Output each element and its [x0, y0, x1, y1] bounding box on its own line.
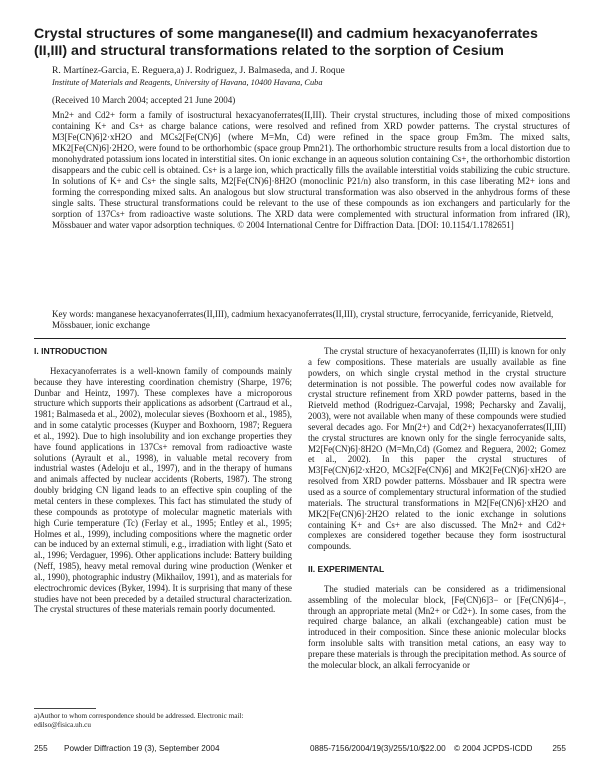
copyright-notice: © 2004 JCPDS-ICDD — [454, 744, 533, 753]
affiliation: Institute of Materials and Reagents, University of Havana, 10400 Havana, Cuba — [52, 78, 323, 87]
header-divider — [34, 338, 566, 339]
author-list: R. Martínez-Garcia, E. Reguera,a) J. Rodriguez, J. Balmaseda, and J. Roque — [52, 65, 345, 76]
correspondence-footnote: a)Author to whom correspondence should be addressed. Electronic mail: edilso@fisica.uh.cu — [34, 712, 244, 729]
right-column — [308, 346, 566, 671]
article-title: Crystal structures of some manganese(II) and cadmium hexacyanoferrates (II,III) and structural transformations related to the sorption of Cesium — [34, 26, 538, 59]
received-dates: (Received 10 March 2004; accepted 21 June 2004) — [52, 95, 236, 105]
abstract: Mn2+ and Cd2+ form a family of isostructural hexacyanoferrates(II,III). Their crystal structures, including those of mixed compositions containing K+ and Cs+ as charge balance cations, were resolved and refined from XRD powder patterns. The crystal structures of M3[Fe(CN)6]2·xH2O and MCs2[Fe(CN)6] (where M=Mn, Cd) were refined in the space group Fm3m. The mixed salts, MK2[Fe(CN)6]·2H2O, were found to be orthorhombic (space group Pmn21). The orthorhombic structure results from a local distortion due to monohydrated potassium ions located in interstitial sites. On ionic exchange in an aqueous solution containing Cs+, the orthorhombic distortion disappears and the cubic cell is obtained. Cs+ is a large ion, which practically fills the available interstitial voids stabilizing the cubic structure. In solutions of K+ and Cs+ the single salts, M2[Fe(CN)6]·8H2O (monoclinic P21/n) also transform, in this case liberating M2+ ions and forming the corresponding mixed salts. An analogous but slow structural transformation was also observed in the anhydrous forms of these single salts. These structural transformations could be relevant to the use of these compounds as ion exchangers and particularly for the sorption of 137Cs+ from radioactive waste solutions. The XRD data were complemented with structural information from infrared (IR), Mössbauer and water vapor adsorption techniques. © 2004 International Centre for Diffraction Data. [DOI: 10.1154/1.1782651] — [52, 110, 570, 231]
intro-paragraph: Hexacyanoferrates is a well-known family of compounds mainly because they have interesting coordination chemistry (Sharpe, 1976; Dunbar and Heintz, 1997). These complexes have a microporous structure which supports their applications as adsorbent (Cartraud et al., 1981; Balmaseda et al., 2002), molecular sieves (Boxhoorn et al., 1985), and in some catalytic processes (Kuyper and Boxhoorn, 1987; Reguera et al., 1992). Due to high insolubility and ion exchange properties they have found applications in 137Cs+ removal from radioactive waste solutions (Ayrault et al., 1998), in valuable metal recovery from industrial wastes (Adeloju et al., 1997), and in the therapy of humans and animals affected by nuclear accidents (Roberts, 1987). The strong doubly bridging CN ligand leads to an effective spin coupling of the metal centers in these complexes. This fact has stimulated the study of these compounds as prototype of molecular magnetic materials with high Curie temperature (Tc) (Ferlay et al., 1995; Entley et al., 1995; Holmes et al., 1999), including compositions where the magnetic order can be induced by an external stimuli, e.g., irradiation with light (Sato et al., 1996; Verdaguer, 1996). Other applications include: Battery building (Neff, 1985), heavy metal removal during wine production (Wenker et al., 1990), photographic industry (Mikhailov, 1991), and as materials for electrochromic devices (Byker, 1994). It is surprising that many of these studies have not been preceded by a detailed structural characterization. The crystal structures of these materials remain poorly documented. — [34, 365, 292, 615]
keywords: Key words: manganese hexacyanoferrates(II,III), cadmium hexacyanoferrates(II,III), crystal structure, ferrocyanide, ferricyanide, Rietveld, Mössbauer, ionic exchange — [52, 309, 554, 330]
left-column — [34, 346, 292, 615]
article-code: 0885-7156/2004/19(3)/255/10/$22.00 — [310, 744, 446, 753]
intro-paragraph-continued: The crystal structure of hexacyanoferrates (II,III) is known for only a few compositions. These materials are usually available as fine powders, on which single crystal method in the crystal structure determination is not possible. The powerful codes now available for crystal structure refinement from XRD powder patterns, based in the Rietveld method (Rodriguez-Carvajal, 1998; Pecharsky and Zavalij, 2003), were not available when many of these compounds were studied several decades ago. For Mn(2+) and Cd(2+) hexacyanoferrates(II,III) the crystal structures are known only for the single ferrocyanide salts, M2[Fe(CN)6]·8H2O (M=Mn,Cd) (Gomez and Reguera, 2002; Gomez et al., 2002). In this paper the crystal structures of M3[Fe(CN)6]2·xH2O, MCs2[Fe(CN)6] and MK2[Fe(CN)6]·xH2O are resolved from XRD powder patterns. Mössbauer and IR spectra were used as a source of complementary structural information of the studied materials. The structural transformations in M2[Fe(CN)6]·xH2O and MK2[Fe(CN)6]·2H2O related to the ionic exchange in solutions containing K+ and Cs+ are also discussed. The Mn2+ and Cd2+ complexes are considered together because they form isostructural compounds. — [308, 346, 566, 552]
footnote-divider — [34, 708, 96, 709]
page-number-right: 255 — [552, 744, 566, 753]
section-heading-introduction: I. INTRODUCTION — [34, 346, 108, 356]
experimental-paragraph: The studied materials can be considered as a tridimensional assembling of the molecular block, [Fe(CN)6]3− or [Fe(CN)6]4−, through an appropriate metal (Mn2+ or Cd2+). In some cases, from the required charge balance, an alkali (exchangeable) cation must be introduced in their composition. Since these anionic molecular blocks form insoluble salts with transition metal cations, an easy way to prepare these materials is through the precipitation method. As source of the molecular block, an alkali ferrocyanide or — [308, 583, 566, 670]
journal-citation: Powder Diffraction 19 (3), September 2004 — [64, 744, 220, 753]
page-number-left: 255 — [34, 744, 48, 753]
section-heading-experimental: II. EXPERIMENTAL — [308, 564, 385, 575]
